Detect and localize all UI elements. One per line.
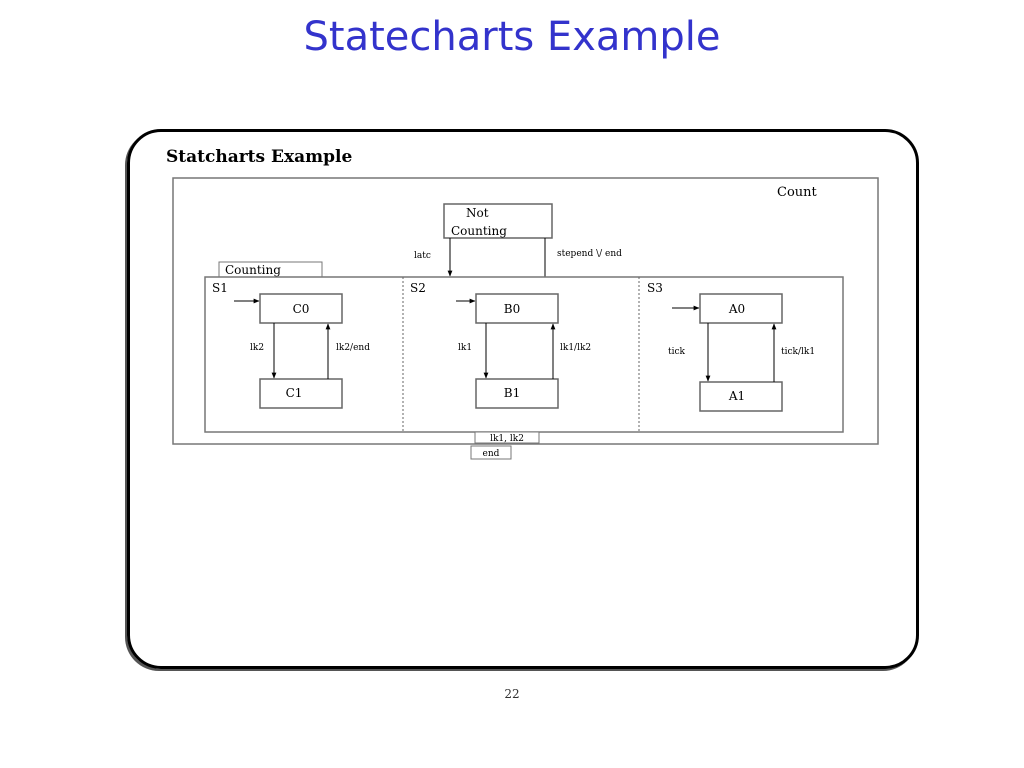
not-counting-label-line2: Counting: [451, 224, 507, 238]
s3-up-label: tick/lk1: [781, 347, 816, 357]
start-transition-label: latc: [414, 251, 431, 261]
figure-heading: Statcharts Example: [166, 147, 353, 167]
state-c1-label: C1: [285, 386, 303, 400]
count-state-label: Count: [777, 185, 817, 200]
state-a0-label: A0: [728, 302, 746, 316]
s2-down-label: lk1: [458, 343, 473, 353]
s1-up-label: lk2/end: [336, 343, 370, 353]
event-box-end-label: end: [482, 449, 500, 459]
region-s3-label: S3: [647, 281, 663, 295]
state-c0-label: C0: [292, 302, 310, 316]
s2-up-label: lk1/lk2: [560, 343, 592, 353]
counting-tag-label: Counting: [225, 263, 281, 277]
slide-title: Statecharts Example: [303, 14, 721, 60]
state-b1-label: B1: [503, 386, 521, 400]
state-b0-label: B0: [503, 302, 521, 316]
region-s2-label: S2: [410, 281, 426, 295]
region-s1-label: S1: [212, 281, 228, 295]
event-box-lk-label: lk1, lk2: [490, 434, 524, 444]
state-a1-label: A1: [728, 389, 746, 403]
not-counting-label-line1: Not: [466, 206, 489, 220]
s1-down-label: lk2: [250, 343, 265, 353]
stop-transition-label: stepend \/ end: [557, 249, 622, 259]
page-number: 22: [504, 687, 520, 701]
s3-down-label: tick: [668, 347, 685, 357]
